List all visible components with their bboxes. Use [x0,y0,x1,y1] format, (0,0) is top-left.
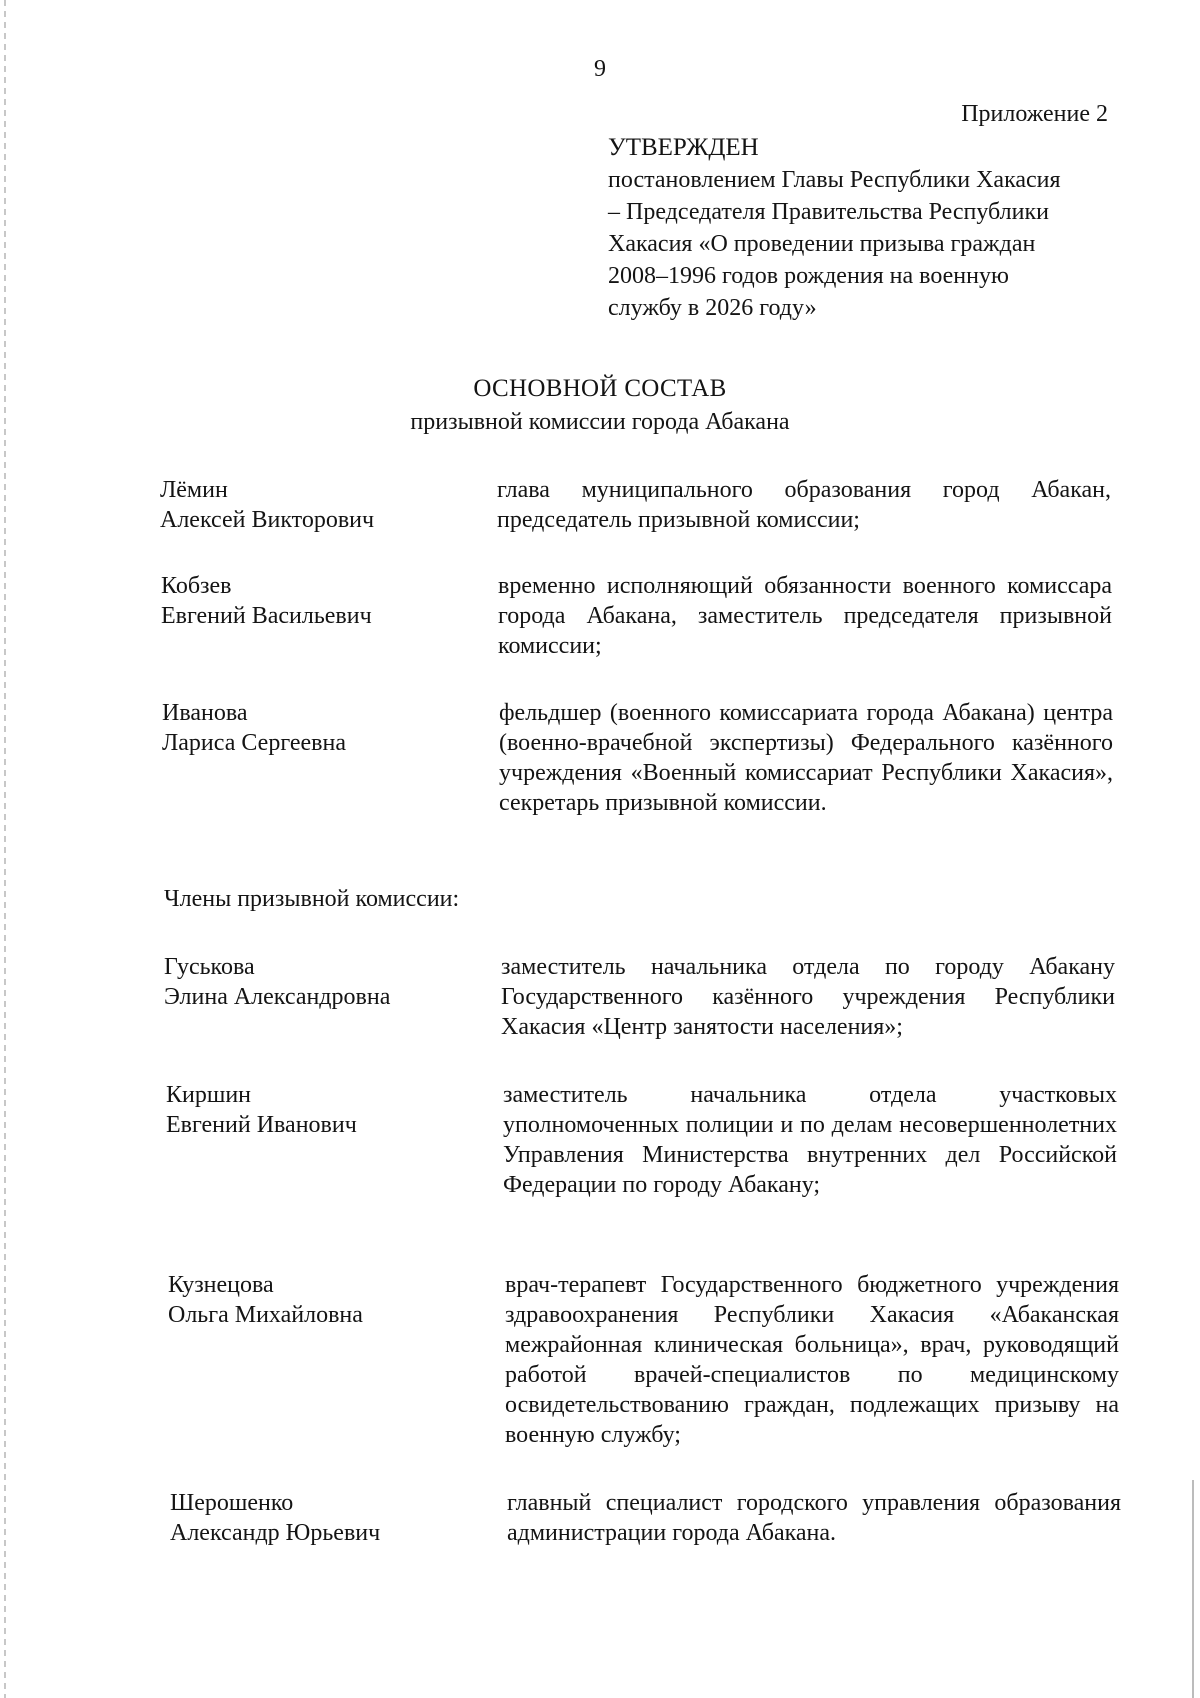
member-role: временно исполняющий обязанности военного комиссара города Абакана, заместитель председателя призывной комиссии; [498,573,1112,659]
member-surname: Киршин [166,1082,252,1108]
member-given-names: Лариса Сергеевна [162,730,346,756]
member-given-names: Ольга Михайловна [168,1302,363,1328]
member-surname: Кобзев [161,573,232,599]
page-number: 9 [594,56,606,82]
member-surname: Шерошенко [170,1490,294,1516]
document-subtitle: призывной комиссии города Абакана [410,409,790,435]
member-given-names: Алексей Викторович [160,507,375,533]
scan-edge-left [4,0,6,1698]
member-surname: Гуськова [164,954,255,980]
member-role: заместитель начальника отдела участковых уполномоченных полиции и по делам несовершеннолетних Управления Министерства внутренних дел Российской Федерации по городу Абакану; [503,1082,1117,1198]
title-block [0,372,1200,438]
member-role: фельдшер (военного комиссариата города Абакана) центра (военно-врачебной экспертизы) Федерального казённого учреждения «Военный комиссариат Республики Хакасия», секретарь призывной комиссии. [499,700,1113,816]
member-given-names: Элина Александровна [164,984,391,1010]
member-role: главный специалист городского управления образования администрации города Абакана. [507,1490,1121,1546]
decree-line: 2008–1996 годов рождения на военную [608,263,1009,289]
decree-line: постановлением Главы Республики Хакасия [608,167,1061,193]
member-name [164,952,494,1012]
document-title: ОСНОВНОЙ СОСТАВ [473,375,727,402]
member-name [160,475,490,535]
member-name [168,1270,498,1330]
approval-block [608,98,1108,324]
member-surname: Лёмин [160,477,228,503]
decree-line: – Председателя Правительства Республики [608,199,1049,225]
decree-line: Хакасия «О проведении призыва граждан [608,231,1036,257]
member-role: заместитель начальника отдела по городу Абакану Государственного казённого учреждения Республики Хакасия «Центр занятости населения»; [501,954,1115,1040]
member-surname: Кузнецова [168,1272,274,1298]
decree-line: службу в 2026 году» [608,295,817,321]
member-name [166,1080,496,1140]
member-given-names: Евгений Иванович [166,1112,357,1138]
member-given-names: Евгений Васильевич [161,603,372,629]
scan-edge-right [1192,1480,1194,1698]
member-role: глава муниципального образования город Абакан, председатель призывной комиссии; [497,477,1111,533]
approved-label: УТВЕРЖДЕН [608,134,759,161]
member-given-names: Александр Юрьевич [170,1520,381,1546]
member-role: врач-терапевт Государственного бюджетного учреждения здравоохранения Республики Хакасия «Абаканская межрайонная клиническая больница», врач, руководящий работой врачей-специалистов по медицинскому освидетельствованию граждан, подлежащих призыву на военную службу; [505,1272,1119,1448]
member-surname: Иванова [162,700,248,726]
member-name [170,1488,500,1548]
members-heading: Члены призывной комиссии: [164,886,460,912]
appendix-label: Приложение 2 [961,101,1108,127]
member-name [161,571,491,631]
member-name [162,698,492,758]
